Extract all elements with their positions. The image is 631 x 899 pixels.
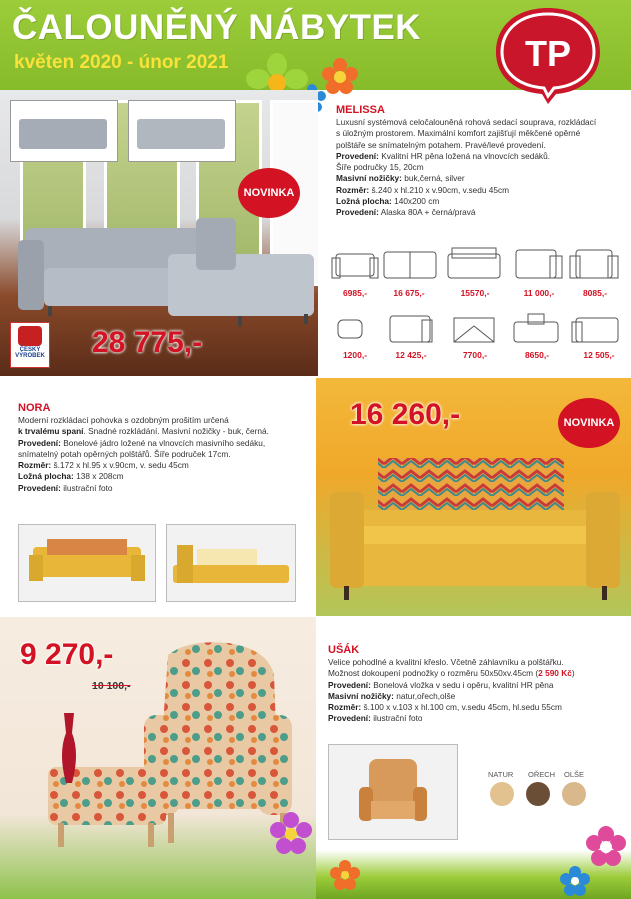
module-price: 1200,- — [342, 350, 368, 360]
usak-small-image — [328, 744, 458, 840]
logo-text: TP — [524, 33, 572, 74]
page-subtitle: květen 2020 - únor 2021 — [14, 52, 229, 73]
flower-decoration — [322, 58, 358, 94]
melissa-thumbnail-corner — [128, 100, 236, 162]
usak-name: UŠÁK — [328, 644, 360, 656]
nora-closed-image — [18, 524, 156, 602]
module-item — [326, 244, 384, 298]
module-item — [326, 312, 384, 360]
melissa-name: MELISSA — [336, 104, 385, 116]
nora-description: Moderní rozkládací pohovka s ozdobným prošitím určená k trvalému spaní. Snadné rozkládání. Masivní nožičky - buk, černá. Provedení: Bonelové jádro ložené na vlnovcích masivního sedáku, snímatelný potah opěrných polštářů. Šíře područek 17cm. Rozměr: š.172 x hl.95 x v.90cm, v. sedu 45cm Ložná plocha: 138 x 208cm Provedení: ilustrační foto — [18, 415, 269, 493]
wood-swatch-natur — [490, 782, 514, 806]
module-item — [566, 244, 624, 298]
nora-opened-image — [166, 524, 296, 602]
flower-decoration — [586, 826, 626, 866]
usak-description: Velice pohodlné a kvalitní křeslo. Včetně záhlavníku a polštářku. Možnost dokoupení podnožky o rozměru 50x50xv.45cm (2 590 Kč) Provedení: Bonelová vložka v sedu i opěru, kvalitní HR pěna Masivní nožičky: natur,ořech,olše Rozměr: š.100 x v.103 x hl.100 cm, v.sedu 45cm, hl.sedu 55cm Provedení: ilustrační foto — [328, 657, 575, 724]
module-price: 6985,- — [342, 288, 368, 298]
wood-swatch-olse — [562, 782, 586, 806]
usak-price: 9 270,- — [20, 638, 114, 671]
module-item — [378, 244, 440, 298]
nora-name: NORA — [18, 402, 51, 414]
module-item — [444, 244, 506, 298]
module-price: 12 425,- — [395, 350, 427, 360]
melissa-sofa-image — [18, 210, 318, 330]
tp-logo — [494, 4, 602, 104]
new-badge: NOVINKA — [558, 398, 620, 448]
module-item — [382, 312, 440, 360]
module-item — [446, 312, 504, 360]
flower-decoration — [330, 860, 360, 890]
module-price: 12 505,- — [583, 350, 615, 360]
swatch-label: NATUR — [488, 770, 514, 779]
usak-old-price: 10 100,- — [92, 680, 131, 692]
flower-decoration — [560, 866, 590, 896]
page-title: ČALOUNĚNÝ NÁBYTEK — [12, 8, 422, 47]
flower-decoration — [270, 812, 312, 854]
czech-lion-icon — [18, 326, 42, 346]
nora-sofa-image — [330, 440, 630, 610]
module-price: 8650,- — [524, 350, 550, 360]
czech-product-badge: ČESKÝ VÝROBEK — [10, 322, 50, 368]
nora-price: 16 260,- — [350, 398, 461, 431]
module-item — [508, 312, 566, 360]
new-badge: NOVINKA — [238, 168, 300, 218]
module-price: 7700,- — [462, 350, 488, 360]
melissa-photo — [0, 90, 318, 376]
swatch-label: OLŠE — [564, 770, 585, 779]
module-price: 8085,- — [582, 288, 608, 298]
module-item — [570, 312, 628, 360]
vase-decoration — [58, 713, 80, 783]
module-price: 16 675,- — [393, 288, 425, 298]
swatch-label: OŘECH — [528, 770, 556, 779]
melissa-description: Luxusní systémová celočalouněná rohová sedací souprava, rozkládací s úložným prostorem. Maximální komfort zajišťují měkčené opěrné polštáře se snímatelným potahem. Pravé/levé provedení. Provedení: Kvalitní HR pěna ložená na vlnovcích sedáků. Šíře područky 15, 20cm Masivní nožičky: buk,černá, silver Rozměr: š.240 x hl.210 x v.90cm, v.sedu 45cm Ložná plocha: 140x200 cm Provedení: Alaska 80A + černá/pravá — [336, 117, 597, 218]
wood-swatch-orech — [526, 782, 550, 806]
melissa-thumbnail-open — [10, 100, 118, 162]
melissa-price: 28 775,- — [92, 326, 203, 359]
module-price: 15570,- — [460, 288, 490, 298]
module-price: 11 000,- — [523, 288, 555, 298]
module-item — [510, 244, 568, 298]
